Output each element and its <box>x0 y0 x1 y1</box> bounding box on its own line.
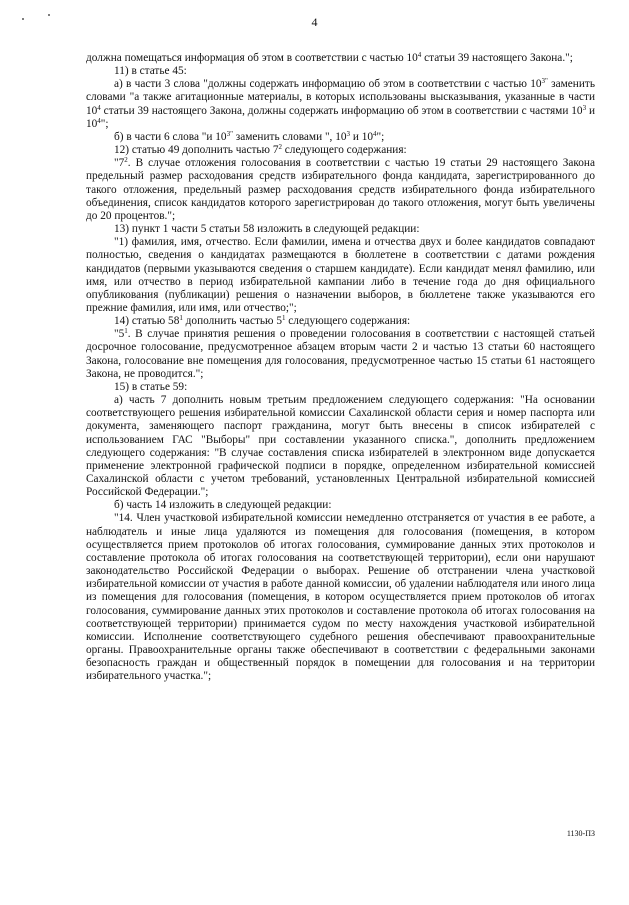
superscript: 1 <box>124 327 128 336</box>
scan-mark <box>48 14 50 16</box>
text-run: должна помещаться информация об этом в соответствии с частью 10 <box>86 52 418 64</box>
superscript: 2 <box>124 156 128 165</box>
superscript: 3" <box>226 129 233 138</box>
paragraph <box>86 236 595 315</box>
document-code: 1130-ПЗ <box>566 829 595 838</box>
text-run: а) часть 7 дополнить новым третьим предложением следующего содержания: "На основании соответствующего решения избирательной комиссии Сахалинской области серия и номер паспорта или документа, заменяющего паспорт гражданина, могут быть внесены в список избирателей с использованием ГАС "Выборы" при составлении указанного списка.", дополнить предложением следующего содержания: "В случае составления списка избирателей в электронном виде допускается применение электронной графической подписи в порядке, определенном избирательной комиссией Сахалинской области с учетом требований, установленных Центральной избирательной комиссией Российской Федерации."; <box>86 394 595 499</box>
text-run: 11) в статье 45: <box>114 65 187 78</box>
paragraph <box>86 52 595 65</box>
superscript: 4 <box>97 103 101 112</box>
text-run: заменить словами ", 10 <box>232 130 347 143</box>
superscript: 3 <box>582 103 587 112</box>
paragraph <box>86 78 595 131</box>
paragraph <box>86 328 595 381</box>
text-run: заменить словами "а также агитационные материалы, в которых использованы высказывания, указанные в части 10 <box>86 78 595 117</box>
text-run: б) в части 6 слова "и 10 <box>114 130 227 143</box>
text-run: "; <box>100 117 109 130</box>
paragraph <box>86 223 595 236</box>
paragraph <box>86 315 595 328</box>
text-run: а) в части 3 слова "должны содержать информацию об этом в соответствии с частью 10 <box>114 78 542 91</box>
superscript: 4 <box>97 116 101 125</box>
paragraph <box>86 394 595 499</box>
superscript: 1 <box>281 314 286 323</box>
paragraph <box>86 499 595 512</box>
text-run: . В случае отложения голосования в соответствии с частью 19 статьи 29 настоящего Закона предельный размер расходования средств избирательного фонда кандидата, зарегистрированного до такого отложения, предельный размер расходования средств избирательного фонда избирательного объединения, список кандидатов которого зарегистрирован до такого отложения, могут быть увеличены до 20 процентов."; <box>86 157 595 222</box>
text-run: "7 <box>114 157 125 170</box>
paragraph <box>86 157 595 223</box>
text-run: 12) статью 49 дополнить частью 7 <box>114 144 279 157</box>
text-run: б) часть 14 изложить в следующей редакции: <box>114 499 332 512</box>
paragraph <box>86 512 595 683</box>
superscript: 3" <box>541 77 548 86</box>
text-run: статьи 39 настоящего Закона."; <box>421 52 573 64</box>
superscript: 4 <box>417 51 422 59</box>
text-run: 14) статью 58 <box>114 315 180 328</box>
document-body <box>86 52 595 684</box>
text-run: . В случае принятия решения о проведении голосования в соответствии с настоящей статьей досрочное голосование, предусмотренное абзацем вторым части 2 и частью 13 статьи 60 настоящего Закона, голосование вне помещения для голосования, предусмотренное частью 15 статьи 61 настоящего Закона, не проводится."; <box>86 328 595 380</box>
text-run: "; <box>376 130 385 143</box>
paragraph <box>86 144 595 157</box>
text-run: "5 <box>114 328 125 341</box>
superscript: 2 <box>278 143 282 152</box>
text-run: дополнить частью 5 <box>182 315 282 328</box>
text-run: и 10 <box>350 130 373 143</box>
text-run: "14. Член участковой избирательной комиссии немедленно отстраняется от участия в ее работе, а наблюдатель и иные лица удаляются из помещения для голосования (помещения, в котором осуществляется прием протоколов об итогах голосования, суммирование данных этих протоколов и составление протокола об итогах голосования на соответствующей территории), если они нарушают законодательство Российской Федерации о выборах. Решение об отстранении члена участковой избирательной комиссии от участия в работе данной комиссии, об удалении наблюдателя или иного лица из помещения для голосования (помещения, в котором осуществляется прием протоколов об итогах голосования, суммирование данных этих протоколов и составление протокола об итогах голосования на соответствующей территории) принимается судом по месту нахождения участковой избирательной комиссии. Исполнение соответствующего судебного решения обеспечивают правоохранительные органы. Правоохранительные органы также обеспечивают в соответствии с федеральными законами безопасность граждан и общественный порядок в помещении для голосования и на территории избирательного участка."; <box>86 512 595 683</box>
superscript: 3 <box>346 129 350 138</box>
superscript: 4 <box>373 129 377 138</box>
paragraph <box>86 381 595 394</box>
text-run: статьи 39 настоящего Закона, должны содержать информацию об этом в соответствии с частями 10 <box>100 104 583 117</box>
text-run: и 10 <box>86 104 595 130</box>
text-run: 15) в статье 59: <box>114 380 188 393</box>
paragraph <box>86 131 595 144</box>
text-run: следующего содержания: <box>281 144 407 157</box>
superscript: 1 <box>179 314 183 323</box>
text-run: следующего содержания: <box>285 315 411 328</box>
page-number: 4 <box>311 15 318 29</box>
text-run: "1) фамилия, имя, отчество. Если фамилии, имена и отчества двух и более кандидатов совпадают полностью, сведения о кандидатах размещаются в бюллетене в соответствии с датами рождения кандидатов (первыми указываются сведения о старшем кандидате). Если кандидат менял фамилию, или имя, или отчество в период избирательной кампании либо в течение года до дня официального опубликования (публикации) решения о назначении выборов, в бюллетене также указываются его прежние фамилия, или имя, или отчество;"; <box>86 236 595 314</box>
paragraph <box>86 65 595 78</box>
text-run: 13) пункт 1 части 5 статьи 58 изложить в следующей редакции: <box>114 223 420 236</box>
scan-mark <box>22 18 24 20</box>
